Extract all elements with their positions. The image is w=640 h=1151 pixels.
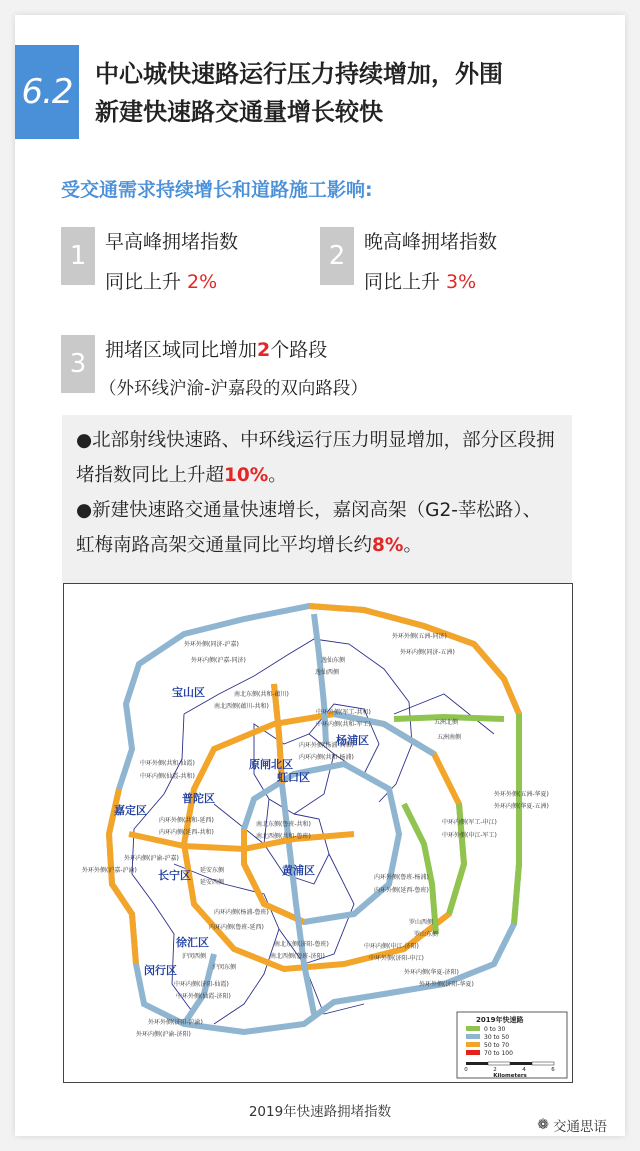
road-segment-label: 罗山东侧: [414, 931, 439, 938]
stat-number: 3: [61, 335, 95, 393]
watermark-text: 交通思语: [553, 1119, 607, 1135]
legend-label: 70 to 100: [484, 1050, 513, 1057]
scale-tick-label: 2: [493, 1067, 497, 1073]
bullet-text: ●北部射线快速路、中环线运行压力明显增加，部分区段拥堵指数同比上升超: [76, 430, 555, 486]
road-segment-label: 外环外侧(济阳-华夏): [419, 981, 474, 988]
content-card: [15, 15, 625, 1136]
stat-label-number: 2: [257, 339, 271, 361]
road-segment-label: 内环外侧(共和-延西): [159, 817, 214, 824]
road-segment-label: 延安东侧: [200, 867, 225, 874]
stat-change-value: 2%: [187, 271, 218, 293]
road-segment-label: 沪闵东侧: [212, 964, 237, 971]
road-segment-label: 中环外侧(共和-仙霞): [140, 760, 195, 767]
district-label: 嘉定区: [114, 804, 147, 817]
stat-change-prefix: 同比上升: [364, 271, 447, 293]
district-label: 闵行区: [144, 964, 177, 977]
stat-label-pre: 拥堵区域同比增加: [105, 339, 258, 361]
road-segment-label: 南北东侧(济阳-鲁班): [274, 941, 329, 948]
stat-label: [105, 335, 327, 362]
road-segment-label: 南北西侧(共和-鲁班): [256, 833, 311, 840]
bullet-item: [76, 493, 558, 563]
map-legend: [457, 1012, 567, 1079]
legend-swatch: [466, 1026, 480, 1031]
bullet-text: ●新建快速路交通量快速增长，嘉闵高架（G2-莘松路）、虹梅南路高架交通量同比平均增长约: [76, 500, 542, 556]
scale-tick-label: 4: [522, 1067, 526, 1073]
road-segment-label: 外环内侧(同济-五洲): [400, 649, 455, 656]
legend-label: 0 to 30: [484, 1026, 506, 1033]
stat-note: （外环线沪渝-沪嘉段的双向路段）: [99, 379, 368, 399]
road-segment-label: 罗山西侧: [409, 919, 434, 926]
scale-tick-label: 6: [551, 1067, 555, 1073]
watermark: [537, 1115, 607, 1135]
legend-swatch: [466, 1034, 480, 1039]
bullet-item: [76, 423, 558, 493]
road-segment-label: 中环内侧(仙霞-共和): [140, 773, 195, 780]
road-segment-label: 南北东侧(共和-蕴川): [234, 691, 289, 698]
stat-label: 早高峰拥堵指数: [105, 231, 239, 253]
road-segment-label: 逸仙西侧: [315, 669, 340, 676]
road-segment-label: 中环外侧(军工-共和): [316, 709, 371, 716]
scale-tick-label: 0: [464, 1067, 468, 1073]
road-segment-label: 外环外侧(沪嘉-沪渝): [82, 867, 137, 874]
road-segment-label: 中环内侧(济阳-仙霞): [174, 981, 229, 988]
section-badge: 6.2: [15, 45, 79, 139]
road-segment-label: 内环外侧(杨浦-共和): [299, 742, 354, 749]
stat-change: [364, 267, 476, 294]
district-label: 黄浦区: [282, 864, 315, 877]
road-segment-label: 五洲南侧: [437, 734, 462, 741]
stat-change-prefix: 同比上升: [105, 271, 188, 293]
road-segment-label: 内环内侧(延西-共和): [159, 829, 214, 836]
stat-number: 2: [320, 227, 354, 285]
legend-label: 50 to 70: [484, 1042, 510, 1049]
road-segment-label: 中环内侧(共和-军工): [316, 721, 371, 728]
legend-swatch: [466, 1050, 480, 1055]
bullet-value: 10%: [224, 465, 269, 486]
road-segment-label: 内环内侧(杨浦-鲁班): [214, 909, 269, 916]
district-label: 宝山区: [172, 686, 205, 699]
stat-change: [105, 267, 217, 294]
road-segment-label: 南北东侧(鲁班-共和): [256, 821, 311, 828]
legend-title: 2019年快速路: [476, 1016, 524, 1024]
outer-ring-east-segment: [514, 714, 519, 924]
road-segment-label: 外环外侧(五洲-同济): [392, 633, 447, 640]
district-label: 普陀区: [182, 792, 215, 805]
road-segment-label: 延安西侧: [200, 879, 225, 886]
legend-label: 30 to 50: [484, 1034, 510, 1041]
road-segment-label: 中环外侧(济阳-申江): [369, 955, 424, 962]
scale-unit: Kilometers: [493, 1073, 527, 1079]
road-segment-label: 内环内侧(共和-杨浦): [299, 754, 354, 761]
road-segment-label: 外环内侧(沪渝-沪嘉): [124, 855, 179, 862]
wechat-icon: ❁: [537, 1117, 549, 1133]
road-segment-label: 外环外侧(同济-沪嘉): [184, 641, 239, 648]
district-label: 原闸北区: [249, 758, 293, 771]
road-segment-label: 外环内侧(沪嘉-同济): [191, 657, 246, 664]
road-segment-label: 逸仙东侧: [321, 657, 346, 664]
road-segment-label: 外环外侧(济阳-沪渝): [148, 1019, 203, 1026]
road-segment-label: 中环外侧(申江-军工): [442, 832, 497, 839]
humin-elevated: [184, 954, 214, 1024]
title-line-2: 新建快速路交通量增长较快: [95, 98, 383, 126]
stat-label: 晚高峰拥堵指数: [364, 231, 498, 253]
stat-label-post: 个路段: [270, 339, 328, 361]
title-line-1: 中心城快速路运行压力持续增加，外围: [95, 60, 503, 88]
road-segment-label: 外环外侧(五洲-华夏): [494, 791, 549, 798]
road-segment-label: 沪闵西侧: [182, 953, 207, 960]
bullet-end: 。: [403, 535, 422, 556]
road-segment-label: 内环内侧(鲁班-延西): [209, 924, 264, 931]
luoshan-elevated: [404, 804, 436, 934]
district-label: 徐汇区: [176, 936, 209, 949]
road-segment-label: 内环外侧(延西-鲁班): [374, 887, 429, 894]
district-label: 杨浦区: [336, 734, 369, 747]
section-subtitle: 受交通需求持续增长和道路施工影响:: [61, 179, 373, 201]
stat-number: 1: [61, 227, 95, 285]
road-segment-label: 外环内侧(沪渝-济阳): [136, 1031, 191, 1038]
district-label: 虹口区: [277, 771, 310, 784]
road-segment-label: 中环内侧(申江-济阳): [364, 943, 419, 950]
stat-change-value: 3%: [446, 271, 477, 293]
road-segment-label: 五洲北侧: [434, 719, 459, 726]
road-segment-label: 南北西侧(蕴川-共和): [214, 703, 269, 710]
bullet-value: 8%: [372, 535, 404, 556]
map-canvas: [64, 584, 572, 1082]
bullet-end: 。: [268, 465, 287, 486]
road-segment-label: 内环外侧(鲁班-杨浦): [374, 874, 429, 881]
district-label: 长宁区: [158, 869, 191, 882]
road-segment-label: 外环内侧(华夏-济阳): [404, 969, 459, 976]
road-segment-label: 外环内侧(华夏-五洲): [494, 803, 549, 810]
legend-swatch: [466, 1042, 480, 1047]
expressway-congestion-map: [63, 583, 573, 1083]
road-segment-label: 中环内侧(军工-申江): [442, 819, 497, 826]
page-title: [95, 55, 595, 131]
road-segment-label: 中环外侧(仙霞-济阳): [176, 993, 231, 1000]
bullet-panel: [62, 415, 572, 583]
map-caption: 2019年快速路拥堵指数: [248, 1104, 392, 1120]
road-segment-label: 南北西侧(鲁班-济阳): [270, 953, 325, 960]
